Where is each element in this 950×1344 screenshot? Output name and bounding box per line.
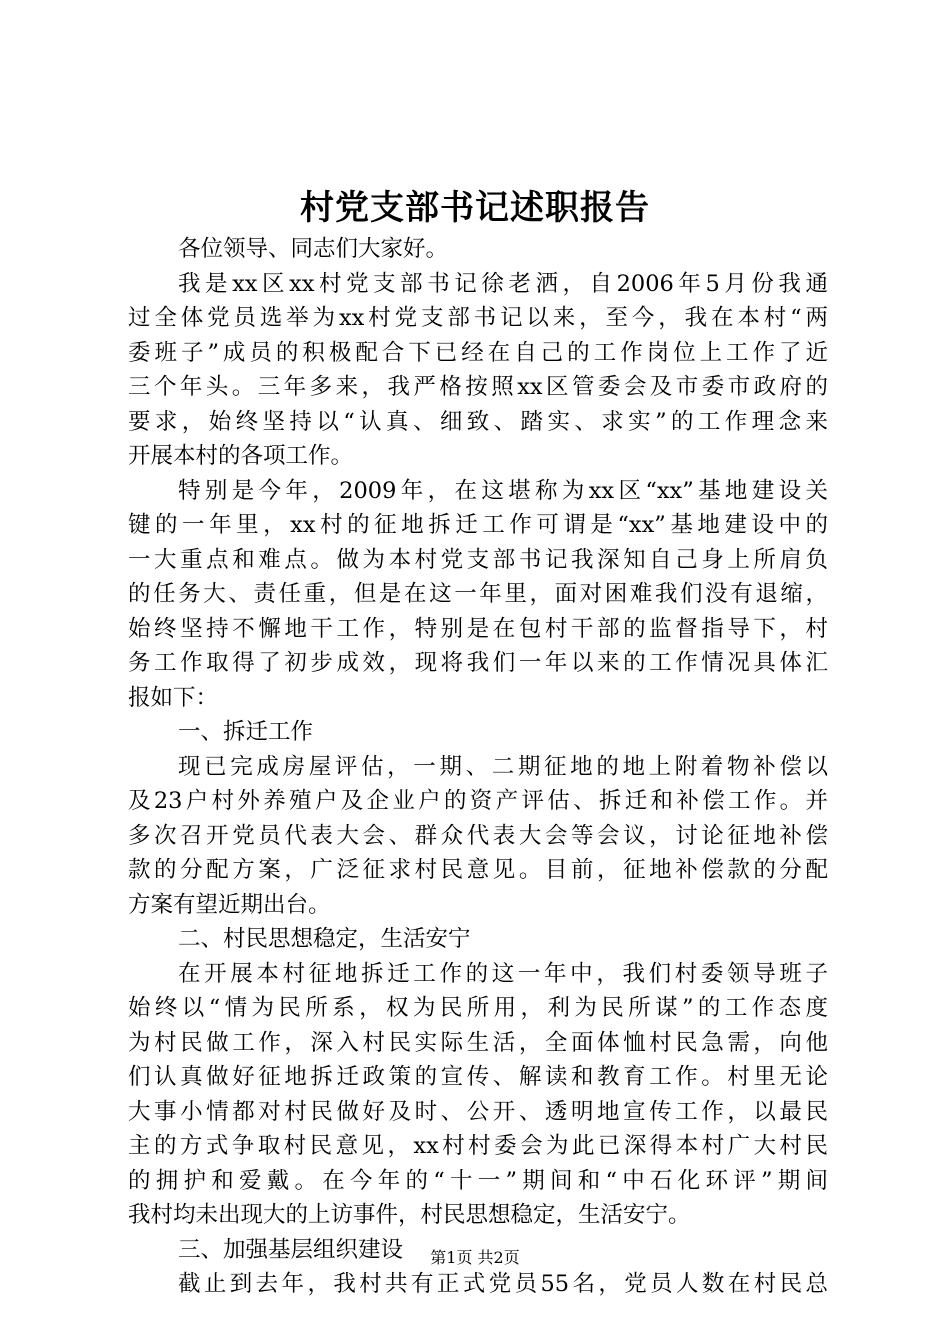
text-line: 报如下： xyxy=(128,684,219,711)
text-line: 我是xx区xx村党支部书记徐老洒，自2006年5月份我通 xyxy=(178,270,828,297)
text-line: 二、村民思想稳定，生活安宁 xyxy=(178,926,471,952)
text-line: 在开展本村征地拆迁工作的这一年中，我们村委领导班子 xyxy=(178,960,828,987)
text-line: 款的分配方案，广泛征求村民意见。目前，征地补偿款的分配 xyxy=(128,857,828,883)
text-line: 始终以“情为民所系，权为民所用，利为民所谋”的工作态度 xyxy=(128,995,828,1021)
text-line: 我村均未出现大的上访事件，村民思想稳定，生活安宁。 xyxy=(128,1202,691,1228)
document-title: 村党支部书记述职报告 xyxy=(300,188,650,228)
text-line: 始终坚持不懈地干工作，特别是在包村干部的监督指导下，村 xyxy=(128,615,828,642)
text-line: 各位领导、同志们大家好。 xyxy=(178,236,449,262)
text-line: 方案有望近期出台。 xyxy=(128,891,331,918)
text-line: 大事小情都对村民做好及时、公开、透明地宣传工作，以最民 xyxy=(128,1098,828,1125)
text-line: 多次召开党员代表大会、群众代表大会等会议，讨论征地补偿 xyxy=(128,822,828,849)
document-body xyxy=(128,232,828,1302)
text-line: 的任务大、责任重，但是在这一年里，面对困难我们没有退缩， xyxy=(128,581,828,607)
text-line: 及23户村外养殖户及企业户的资产评估、拆迁和补偿工作。并 xyxy=(128,788,828,814)
text-line: 一、拆迁工作 xyxy=(178,719,314,745)
text-line: 委班子”成员的积极配合下已经在自己的工作岗位上工作了近 xyxy=(128,339,828,366)
text-line: 开展本村的各项工作。 xyxy=(128,443,354,469)
text-line: 过全体党员选举为xx村党支部书记以来，至今，我在本村“两 xyxy=(128,305,828,331)
text-line: 们认真做好征地拆迁政策的宣传、解读和教育工作。村里无论 xyxy=(128,1064,828,1090)
text-line: 为村民做工作，深入村民实际生活，全面体恤村民急需，向他 xyxy=(128,1029,828,1056)
page-footer: 第1页 共2页 xyxy=(430,1248,520,1267)
text-line: 现已完成房屋评估，一期、二期征地的地上附着物补偿以 xyxy=(178,753,828,780)
text-line: 三、加强基层组织建设 xyxy=(178,1236,404,1263)
text-line: 截止到去年，我村共有正式党员55名，党员人数在村民总 xyxy=(178,1271,828,1297)
text-line: 特别是今年，2009年，在这堪称为xx区“xx”基地建设关 xyxy=(178,477,828,504)
text-line: 主的方式争取村民意见，xx村村委会为此已深得本村广大村民 xyxy=(128,1133,828,1159)
text-line: 要求，始终坚持以“认真、细致、踏实、求实”的工作理念来 xyxy=(128,408,828,435)
text-line: 一大重点和难点。做为本村党支部书记我深知自己身上所肩负 xyxy=(128,546,828,573)
text-line: 的拥护和爱戴。在今年的“十一”期间和“中石化环评”期间 xyxy=(128,1167,828,1194)
text-line: 三个年头。三年多来，我严格按照xx区管委会及市委市政府的 xyxy=(128,374,828,400)
text-line: 务工作取得了初步成效，现将我们一年以来的工作情况具体汇 xyxy=(128,650,828,676)
text-line: 键的一年里，xx村的征地拆迁工作可谓是“xx”基地建设中的 xyxy=(128,512,828,538)
